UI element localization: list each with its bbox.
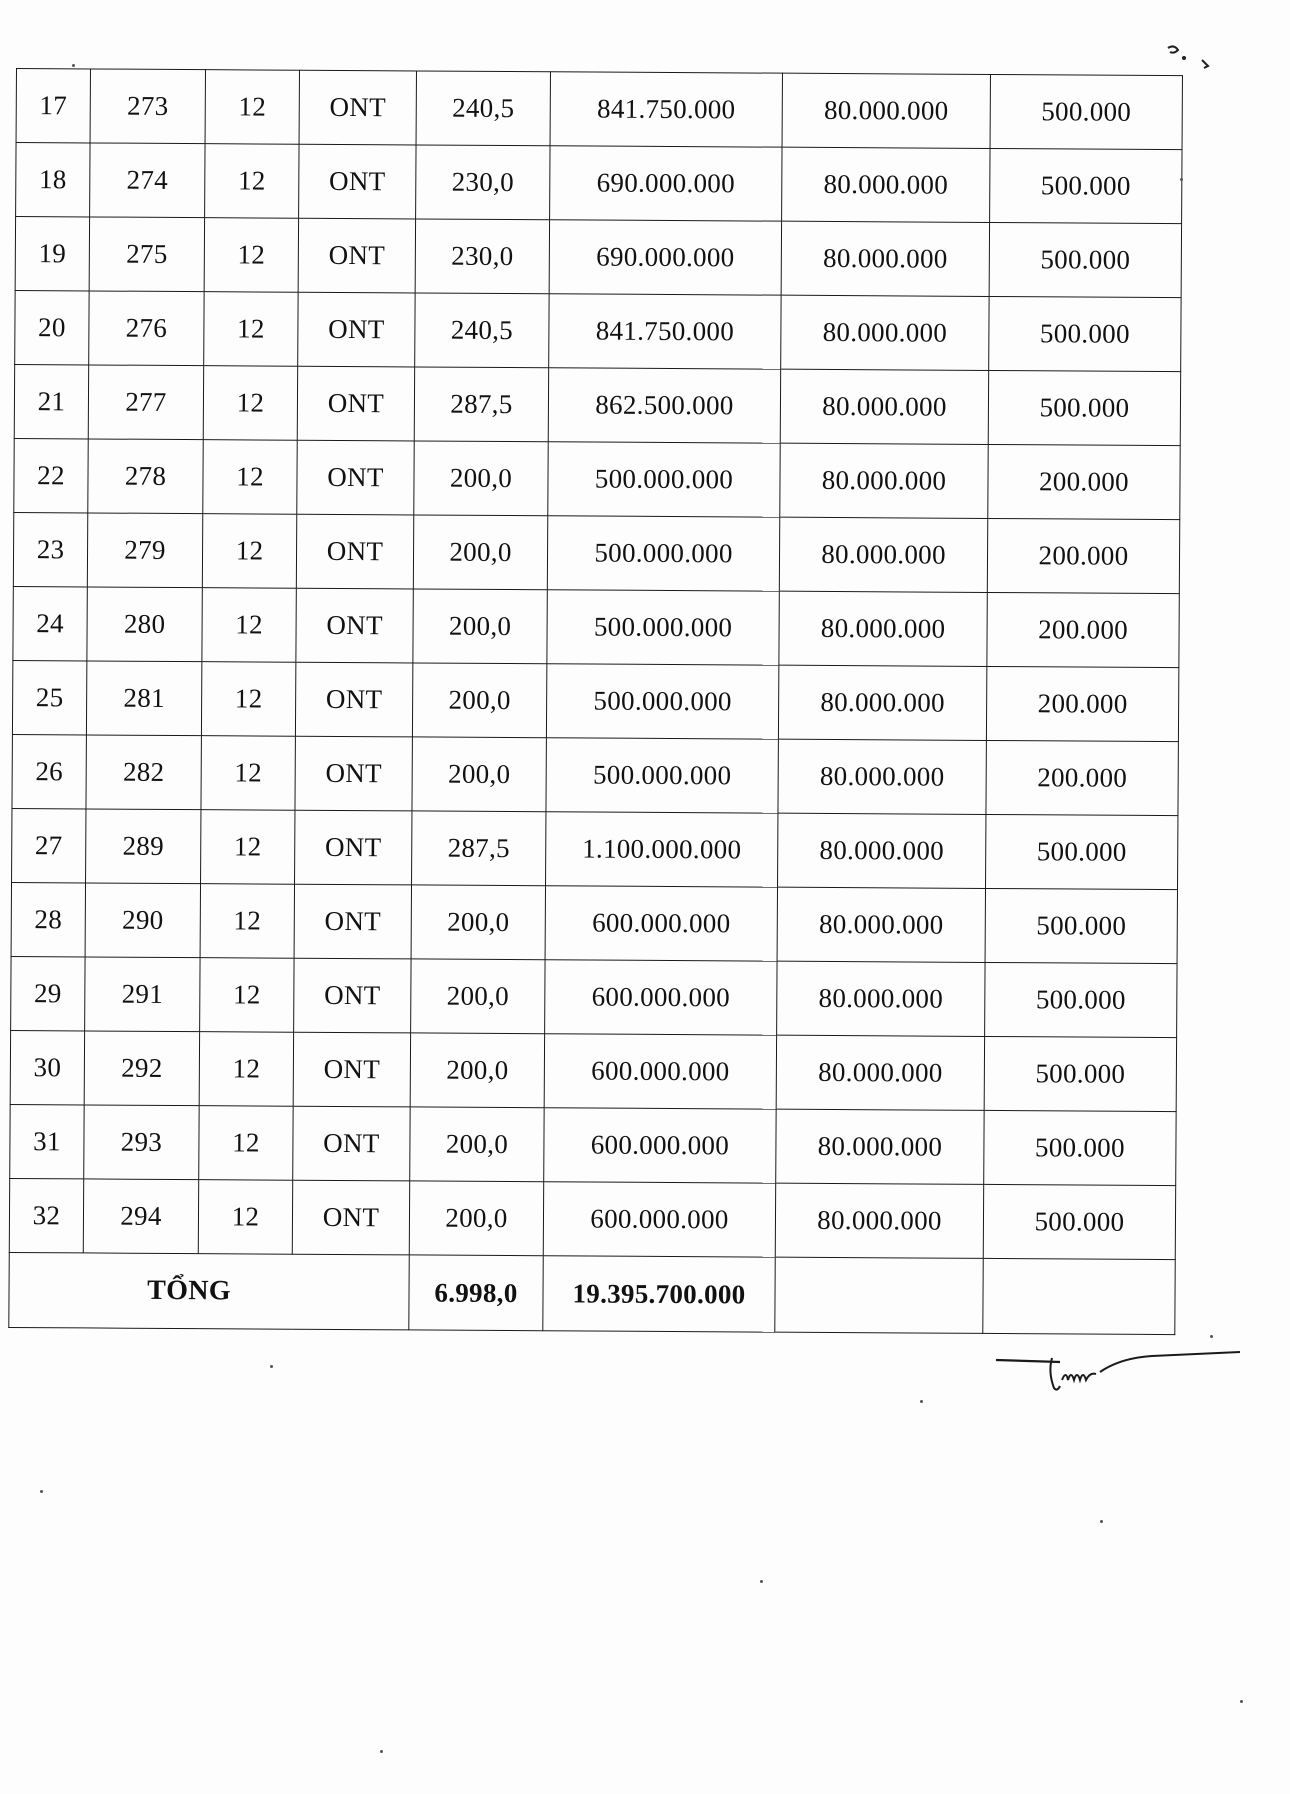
map-sheet-cell: 12 (200, 958, 294, 1033)
fee-cell: 500.000 (984, 1110, 1176, 1185)
row-number-cell: 25 (12, 660, 86, 734)
deposit-cell: 80.000.000 (781, 221, 989, 296)
row-number-cell: 28 (11, 882, 85, 956)
map-sheet-cell: 12 (201, 736, 295, 811)
table-row (13, 586, 1179, 667)
fee-cell: 500.000 (985, 962, 1177, 1037)
map-sheet-cell: 12 (201, 662, 295, 737)
map-sheet-cell: 12 (205, 144, 299, 219)
price-cell: 600.000.000 (544, 1108, 776, 1183)
price-cell: 600.000.000 (545, 886, 777, 961)
area-cell: 200,0 (412, 737, 546, 812)
fee-cell: 500.000 (984, 1036, 1176, 1111)
fee-cell: 200.000 (987, 518, 1179, 593)
map-sheet-cell: 12 (202, 514, 296, 589)
fee-cell: 500.000 (989, 296, 1181, 371)
row-number-cell: 32 (9, 1178, 83, 1252)
scan-speck (1180, 178, 1183, 181)
land-type-cell: ONT (299, 144, 416, 219)
land-type-cell: ONT (295, 810, 412, 885)
land-type-cell: ONT (292, 1180, 409, 1255)
area-cell: 200,0 (413, 589, 547, 664)
land-type-cell: ONT (296, 588, 413, 663)
map-sheet-cell: 12 (199, 1032, 293, 1107)
scan-speck (380, 1750, 383, 1753)
lot-number-cell: 278 (88, 439, 203, 514)
lot-number-cell: 274 (90, 143, 205, 218)
map-sheet-cell: 12 (204, 218, 298, 293)
land-type-cell: ONT (293, 1032, 410, 1107)
price-cell: 1.100.000.000 (546, 812, 778, 887)
row-number-cell: 24 (13, 586, 87, 660)
deposit-cell: 80.000.000 (777, 961, 985, 1036)
land-type-cell: ONT (294, 884, 411, 959)
fee-cell: 200.000 (988, 444, 1180, 519)
lot-number-cell: 282 (86, 735, 201, 810)
total-area-cell: 6.998,0 (409, 1255, 543, 1331)
table-row (15, 290, 1181, 371)
land-type-cell: ONT (298, 218, 415, 293)
lot-number-cell: 290 (85, 883, 200, 958)
land-type-cell: ONT (295, 736, 412, 811)
price-cell: 500.000.000 (546, 664, 778, 739)
price-cell: 841.750.000 (550, 72, 782, 147)
row-number-cell: 20 (15, 290, 89, 364)
row-number-cell: 17 (16, 69, 90, 143)
deposit-cell: 80.000.000 (780, 369, 988, 444)
scan-speck (72, 64, 75, 67)
fee-cell: 500.000 (989, 222, 1181, 297)
area-cell: 230,0 (416, 145, 550, 220)
lot-number-cell: 292 (84, 1031, 199, 1106)
row-number-cell: 19 (15, 217, 89, 291)
total-deposit-cell (775, 1257, 983, 1333)
land-type-cell: ONT (296, 514, 413, 589)
area-cell: 240,5 (415, 293, 549, 368)
price-cell: 841.750.000 (549, 294, 781, 369)
area-cell: 287,5 (414, 367, 548, 442)
table-row (14, 364, 1180, 445)
map-sheet-cell: 12 (199, 1106, 293, 1181)
scan-speck (1210, 1335, 1213, 1338)
land-type-cell: ONT (293, 1106, 410, 1181)
scan-speck (1240, 1700, 1243, 1703)
map-sheet-cell: 12 (204, 292, 298, 367)
lot-number-cell: 279 (87, 513, 202, 588)
deposit-cell: 80.000.000 (781, 295, 989, 370)
map-sheet-cell: 12 (202, 588, 296, 663)
lot-number-cell: 273 (90, 69, 205, 144)
map-sheet-cell: 12 (200, 884, 294, 959)
table-row (16, 143, 1182, 224)
table-row (16, 69, 1182, 150)
area-cell: 200,0 (413, 515, 547, 590)
deposit-cell: 80.000.000 (782, 73, 990, 148)
land-type-cell: ONT (299, 70, 416, 145)
scan-speck (40, 1490, 43, 1493)
area-cell: 200,0 (412, 663, 546, 738)
price-cell: 600.000.000 (543, 1182, 775, 1257)
fee-cell: 200.000 (986, 666, 1178, 741)
area-cell: 200,0 (410, 1107, 544, 1182)
price-cell: 862.500.000 (548, 368, 780, 443)
lot-number-cell: 293 (84, 1105, 199, 1180)
lot-number-cell: 275 (89, 217, 204, 292)
land-type-cell: ONT (297, 440, 414, 515)
deposit-cell: 80.000.000 (778, 813, 986, 888)
deposit-cell: 80.000.000 (780, 443, 988, 518)
area-cell: 200,0 (414, 441, 548, 516)
land-lot-table (8, 68, 1183, 1335)
total-label: TỔNG (9, 1252, 409, 1329)
deposit-cell: 80.000.000 (782, 147, 990, 222)
land-type-cell: ONT (294, 958, 411, 1033)
area-cell: 200,0 (411, 885, 545, 960)
scan-speck (920, 1400, 923, 1403)
table-row (11, 956, 1177, 1037)
total-fee-cell (983, 1258, 1175, 1334)
area-cell: 287,5 (412, 811, 546, 886)
lot-number-cell: 276 (89, 291, 204, 366)
area-cell: 230,0 (415, 219, 549, 294)
deposit-cell: 80.000.000 (776, 1109, 984, 1184)
deposit-cell: 80.000.000 (779, 591, 987, 666)
fee-cell: 500.000 (983, 1184, 1175, 1259)
fee-cell: 500.000 (985, 888, 1177, 963)
deposit-cell: 80.000.000 (777, 887, 985, 962)
lot-number-cell: 294 (83, 1179, 198, 1254)
scan-speck (270, 1365, 273, 1368)
table-row (12, 808, 1178, 889)
table-row (15, 217, 1181, 298)
scan-speck (760, 1580, 763, 1583)
map-sheet-cell: 12 (201, 810, 295, 885)
corner-mark (1160, 40, 1220, 80)
total-row (9, 1252, 1175, 1334)
deposit-cell: 80.000.000 (775, 1183, 983, 1258)
price-cell: 500.000.000 (547, 516, 779, 591)
table-row (10, 1030, 1176, 1111)
deposit-cell: 80.000.000 (778, 739, 986, 814)
deposit-cell: 80.000.000 (778, 665, 986, 740)
row-number-cell: 27 (12, 808, 86, 882)
row-number-cell: 22 (14, 438, 88, 512)
map-sheet-cell: 12 (203, 440, 297, 515)
table-row (12, 734, 1178, 815)
row-number-cell: 26 (12, 734, 86, 808)
deposit-cell: 80.000.000 (779, 517, 987, 592)
table-row (13, 512, 1179, 593)
row-number-cell: 30 (10, 1030, 84, 1104)
lot-number-cell: 291 (85, 957, 200, 1032)
table-row (11, 882, 1177, 963)
scan-speck (1100, 1520, 1103, 1523)
price-cell: 500.000.000 (546, 738, 778, 813)
lot-number-cell: 289 (86, 809, 201, 884)
table-row (14, 438, 1180, 519)
table-row (9, 1178, 1175, 1259)
map-sheet-cell: 12 (198, 1180, 292, 1255)
price-cell: 600.000.000 (544, 1034, 776, 1109)
deposit-cell: 80.000.000 (776, 1035, 984, 1110)
table-row (12, 660, 1178, 741)
fee-cell: 500.000 (988, 370, 1180, 445)
table-body (9, 69, 1183, 1335)
lot-number-cell: 281 (86, 661, 201, 736)
area-cell: 200,0 (410, 1033, 544, 1108)
fee-cell: 200.000 (986, 740, 1178, 815)
signature-mark (990, 1340, 1250, 1400)
row-number-cell: 23 (13, 512, 87, 586)
price-cell: 500.000.000 (547, 590, 779, 665)
price-cell: 690.000.000 (549, 220, 781, 295)
price-cell: 500.000.000 (548, 442, 780, 517)
price-cell: 690.000.000 (550, 146, 782, 221)
lot-number-cell: 280 (87, 587, 202, 662)
land-type-cell: ONT (297, 366, 414, 441)
row-number-cell: 21 (14, 364, 88, 438)
price-cell: 600.000.000 (545, 960, 777, 1035)
fee-cell: 200.000 (987, 592, 1179, 667)
area-cell: 200,0 (411, 959, 545, 1034)
area-cell: 200,0 (409, 1181, 543, 1256)
map-sheet-cell: 12 (205, 70, 299, 145)
fee-cell: 500.000 (990, 148, 1182, 223)
row-number-cell: 31 (10, 1104, 84, 1178)
fee-cell: 500.000 (990, 74, 1182, 149)
row-number-cell: 18 (16, 143, 90, 217)
lot-number-cell: 277 (88, 365, 203, 440)
land-type-cell: ONT (295, 662, 412, 737)
row-number-cell: 29 (11, 956, 85, 1030)
land-type-cell: ONT (298, 292, 415, 367)
fee-cell: 500.000 (986, 814, 1178, 889)
map-sheet-cell: 12 (203, 366, 297, 441)
total-price-cell: 19.395.700.000 (543, 1256, 775, 1332)
table-row (10, 1104, 1176, 1185)
area-cell: 240,5 (416, 71, 550, 146)
